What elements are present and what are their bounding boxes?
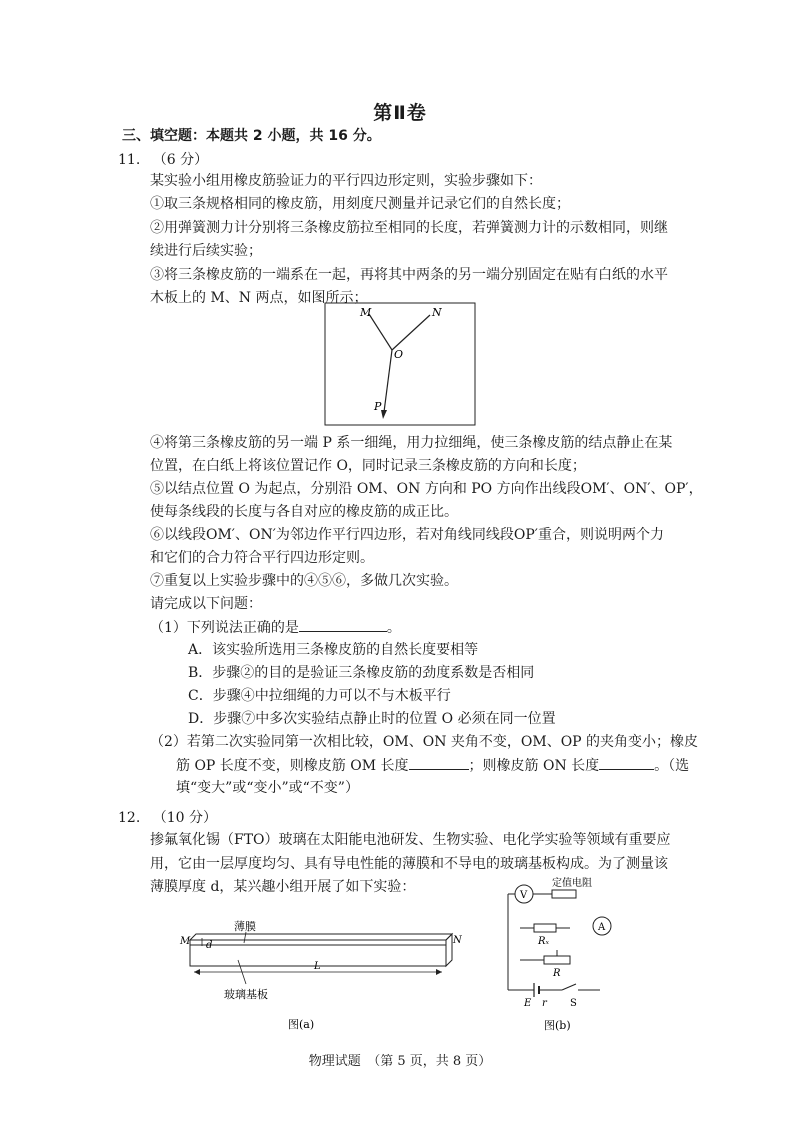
q11-part2-blank-on[interactable]: [599, 755, 654, 770]
band-op: [384, 350, 392, 412]
q11-part1-end: 。: [386, 620, 401, 636]
q11-part1-blank[interactable]: [299, 617, 387, 632]
label-a: A: [598, 922, 606, 933]
length-arrow-left: [194, 969, 200, 975]
q11-figure-border: [325, 303, 475, 425]
q11-option-d: D．步骤⑦中多次实验结点静止时的位置 O 必须在同一位置: [188, 711, 556, 727]
fig-a-caption: 图(a): [288, 1018, 315, 1031]
fixed-resistor: [552, 890, 576, 898]
q11-option-a: A．该实验所选用三条橡皮筋的自然长度要相等: [188, 642, 479, 658]
q12-number: 12.: [118, 810, 141, 826]
q11-part2-text1: 筋 OP 长度不变，则橡皮筋 OM 长度: [176, 758, 409, 774]
length-arrow-right: [436, 969, 442, 975]
q11-number: 11.: [118, 152, 141, 168]
q11-step3-line1: ③将三条橡皮筋的一端系在一起，再将其中两条的另一端分别固定在贴有白纸的水平: [150, 267, 668, 283]
q11-step4-line2: 位置，在白纸上将该位置记作 O，同时记录三条橡皮筋的方向和长度；: [150, 458, 586, 474]
q12-text-line3: 薄膜厚度 d，某兴趣小组开展了如下实验：: [150, 879, 416, 895]
q11-part1: [150, 617, 401, 638]
section-heading: 三、填空题：本题共 2 小题，共 16 分。: [122, 128, 381, 144]
q11-part2-text2: ；则橡皮筋 ON 长度: [468, 758, 600, 774]
q12-text-line2: 用，它由一层厚度均匀、具有导电性能的薄膜和不导电的玻璃基板构成。为了测量该: [150, 856, 668, 872]
label-o: O: [394, 348, 404, 361]
q11-part2-text3: 。（选: [654, 758, 690, 774]
switch-blade: [562, 984, 576, 990]
label-s: S: [570, 998, 577, 1009]
page-title: 第Ⅱ卷: [373, 102, 427, 124]
label-m: M: [180, 936, 191, 947]
q11-part1-text: （1）下列说法正确的是: [150, 620, 299, 636]
glass-top-face: [190, 934, 452, 940]
q11-step5-line1: ⑤以结点位置 O 为起点，分别沿 OM、ON 方向和 PO 方向作出线段OM′、ON′、OP′，: [150, 481, 703, 497]
q12-points: （10 分）: [152, 810, 217, 826]
q11-step2-line1: ②用弹簧测力计分别将三条橡皮筋拉至相同的长度，若弹簧测力计的示数相同，则继: [150, 220, 668, 236]
q11-step3-line2: 木板上的 M、N 两点，如图所示；: [150, 290, 368, 306]
q11-figure: [324, 302, 476, 426]
fig-b-caption: 图(b): [544, 1019, 571, 1032]
q12-text-line1: 掺氟氧化锡（FTO）玻璃在太阳能电池研发、生物实验、电化学实验等领域有重要应: [150, 832, 671, 848]
label-e: E: [524, 998, 532, 1009]
label-r-big: R: [553, 968, 561, 979]
resistor-rx: [534, 924, 556, 932]
label-p: P: [374, 400, 382, 413]
q11-part2-line3: 填“变大”或“变小”或“不变”）: [176, 780, 359, 796]
label-m: M: [360, 306, 372, 319]
q11-step5-line2: 使每条线段的长度与各自对应的橡皮筋的成正比。: [150, 504, 458, 520]
label-d: d: [206, 940, 213, 951]
label-n: N: [432, 306, 442, 319]
label-l: L: [314, 961, 321, 972]
q11-points: （6 分）: [152, 152, 209, 168]
band-on: [392, 315, 430, 350]
q11-option-b: B．步骤②的目的是验证三条橡皮筋的劲度系数是否相同: [188, 665, 535, 681]
band-om: [369, 314, 392, 350]
q11-step6-line2: 和它们的合力符合平行四边形定则。: [150, 550, 374, 566]
q11-step7: ⑦重复以上实验步骤中的④⑤⑥，多做几次实验。: [150, 573, 458, 589]
q11-intro: 某实验小组用橡皮筋验证力的平行四边形定则，实验步骤如下：: [150, 173, 542, 189]
q11-step4-line1: ④将第三条橡皮筋的另一端 P 系一细绳，用力拉细绳，使三条橡皮筋的结点静止在某: [150, 435, 673, 451]
arrow-head-p: [381, 410, 387, 419]
q11-step6-line1: ⑥以线段OM′、ON′为邻边作平行四边形，若对角线同线段OP′重合，则说明两个力: [150, 527, 664, 543]
q11-option-c: C．步骤④中拉细绳的力可以不与木板平行: [188, 688, 451, 704]
label-film: 薄膜: [234, 920, 256, 933]
label-r-small: r: [542, 998, 547, 1009]
label-n: N: [453, 935, 462, 946]
q11-prompt: 请完成以下问题：: [150, 596, 262, 612]
glass-side-face: [446, 934, 452, 966]
q11-step1: ①取三条规格相同的橡皮筋，用刻度尺测量并记录它们的自然长度；: [150, 196, 570, 212]
fig-a: [176, 910, 476, 1035]
label-fixed-resistor: 定值电阻: [552, 878, 592, 889]
label-rx: Rₓ: [538, 936, 550, 947]
q11-part2-blank-om[interactable]: [409, 755, 469, 770]
q11-step2-line2: 续进行后续实验；: [150, 243, 262, 259]
label-v: V: [520, 890, 528, 901]
fig-b: [500, 872, 640, 1037]
q11-part2-line1: （2）若第二次实验同第一次相比较，OM、ON 夹角不变，OM、OP 的夹角变小；橡皮: [150, 734, 699, 750]
page-footer: 物理试题 （第 5 页，共 8 页）: [308, 1054, 492, 1069]
rheostat: [544, 956, 570, 964]
label-glass: 玻璃基板: [224, 988, 268, 1001]
q12-header: [118, 808, 217, 828]
q11-part2-line2: [176, 755, 689, 776]
q11-header: [118, 150, 208, 170]
